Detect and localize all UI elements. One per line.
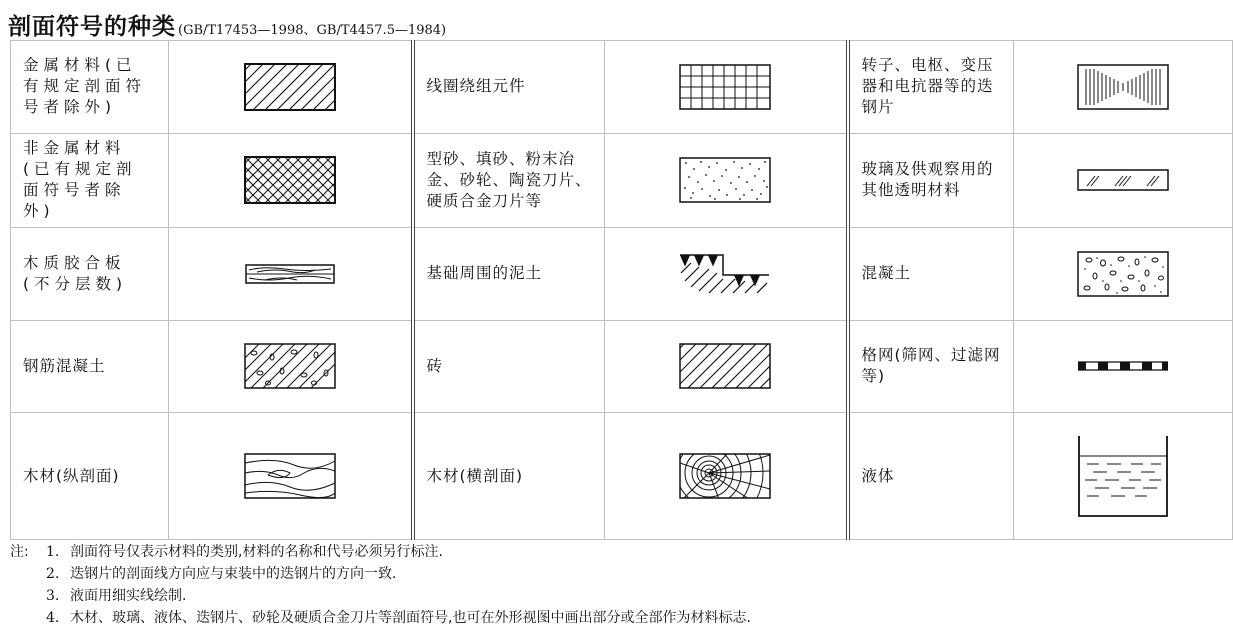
- plywood-icon: [169, 228, 413, 321]
- note-text: 液面用细实线绘制.: [70, 588, 187, 604]
- note-number: 2.: [46, 566, 60, 582]
- section-symbol-table: [10, 40, 1233, 540]
- glass-icon: [1014, 133, 1233, 228]
- material-label: 木材(纵剖面): [11, 413, 169, 540]
- wood-longitudinal-icon: [169, 413, 413, 540]
- material-label: 格网(筛网、过滤网等): [848, 320, 1014, 413]
- note-item: [10, 585, 751, 607]
- material-label: 转子、电枢、变压器和电抗器等的迭钢片: [848, 41, 1014, 134]
- material-label: 基础周围的泥土: [413, 228, 605, 321]
- material-label: 玻璃及供观察用的其他透明材料: [848, 133, 1014, 228]
- title-main: 剖面符号的种类: [8, 14, 176, 40]
- soil-icon: [605, 228, 848, 321]
- note-item: [10, 607, 751, 629]
- page-title: [8, 8, 446, 38]
- material-label: 木材(横剖面): [413, 413, 605, 540]
- material-label: 型砂、填砂、粉末冶金、砂轮、陶瓷刀片、硬质合金刀片等: [413, 133, 605, 228]
- note-item: [10, 563, 751, 585]
- mesh-screen-icon: [1014, 320, 1233, 413]
- nonmetal-crosshatch-icon: [169, 133, 413, 228]
- title-standard: (GB/T17453—1998、GB/T4457.5—1984): [178, 23, 447, 38]
- table-row: [11, 228, 1233, 321]
- note-number: 1.: [46, 544, 60, 560]
- note-number: 4.: [46, 610, 60, 626]
- note-item: [10, 541, 751, 563]
- material-label: 混凝土: [848, 228, 1014, 321]
- table-row: [11, 41, 1233, 134]
- coil-grid-icon: [605, 41, 848, 134]
- material-label: 线圈绕组元件: [413, 41, 605, 134]
- material-label: 非金属材料(已有规定剖面符号者除外): [11, 133, 169, 228]
- note-text: 剖面符号仅表示材料的类别,材料的名称和代号必须另行标注.: [70, 544, 443, 560]
- material-label: 木质胶合板(不分层数): [11, 228, 169, 321]
- material-label: 钢筋混凝土: [11, 320, 169, 413]
- reinforced-concrete-icon: [169, 320, 413, 413]
- table-row: [11, 133, 1233, 228]
- material-label: 金属材料(已有规定剖面符号者除外): [11, 41, 169, 134]
- note-text: 木材、玻璃、液体、迭钢片、砂轮及硬质合金刀片等剖面符号,也可在外形视图中画出部分或全部作为材料标志.: [70, 610, 751, 626]
- note-number: 3.: [46, 588, 60, 604]
- notes-prefix: 注:: [10, 544, 29, 560]
- concrete-icon: [1014, 228, 1233, 321]
- material-label: 液体: [848, 413, 1014, 540]
- metal-hatch-icon: [169, 41, 413, 134]
- material-label: 砖: [413, 320, 605, 413]
- sand-dots-icon: [605, 133, 848, 228]
- note-text: 迭钢片的剖面线方向应与束装中的迭钢片的方向一致.: [70, 566, 397, 582]
- table-row: [11, 320, 1233, 413]
- wood-cross-icon: [605, 413, 848, 540]
- notes-section: [10, 541, 751, 629]
- table-row: [11, 413, 1233, 540]
- laminated-steel-icon: [1014, 41, 1233, 134]
- liquid-icon: [1014, 413, 1233, 540]
- brick-hatch-icon: [605, 320, 848, 413]
